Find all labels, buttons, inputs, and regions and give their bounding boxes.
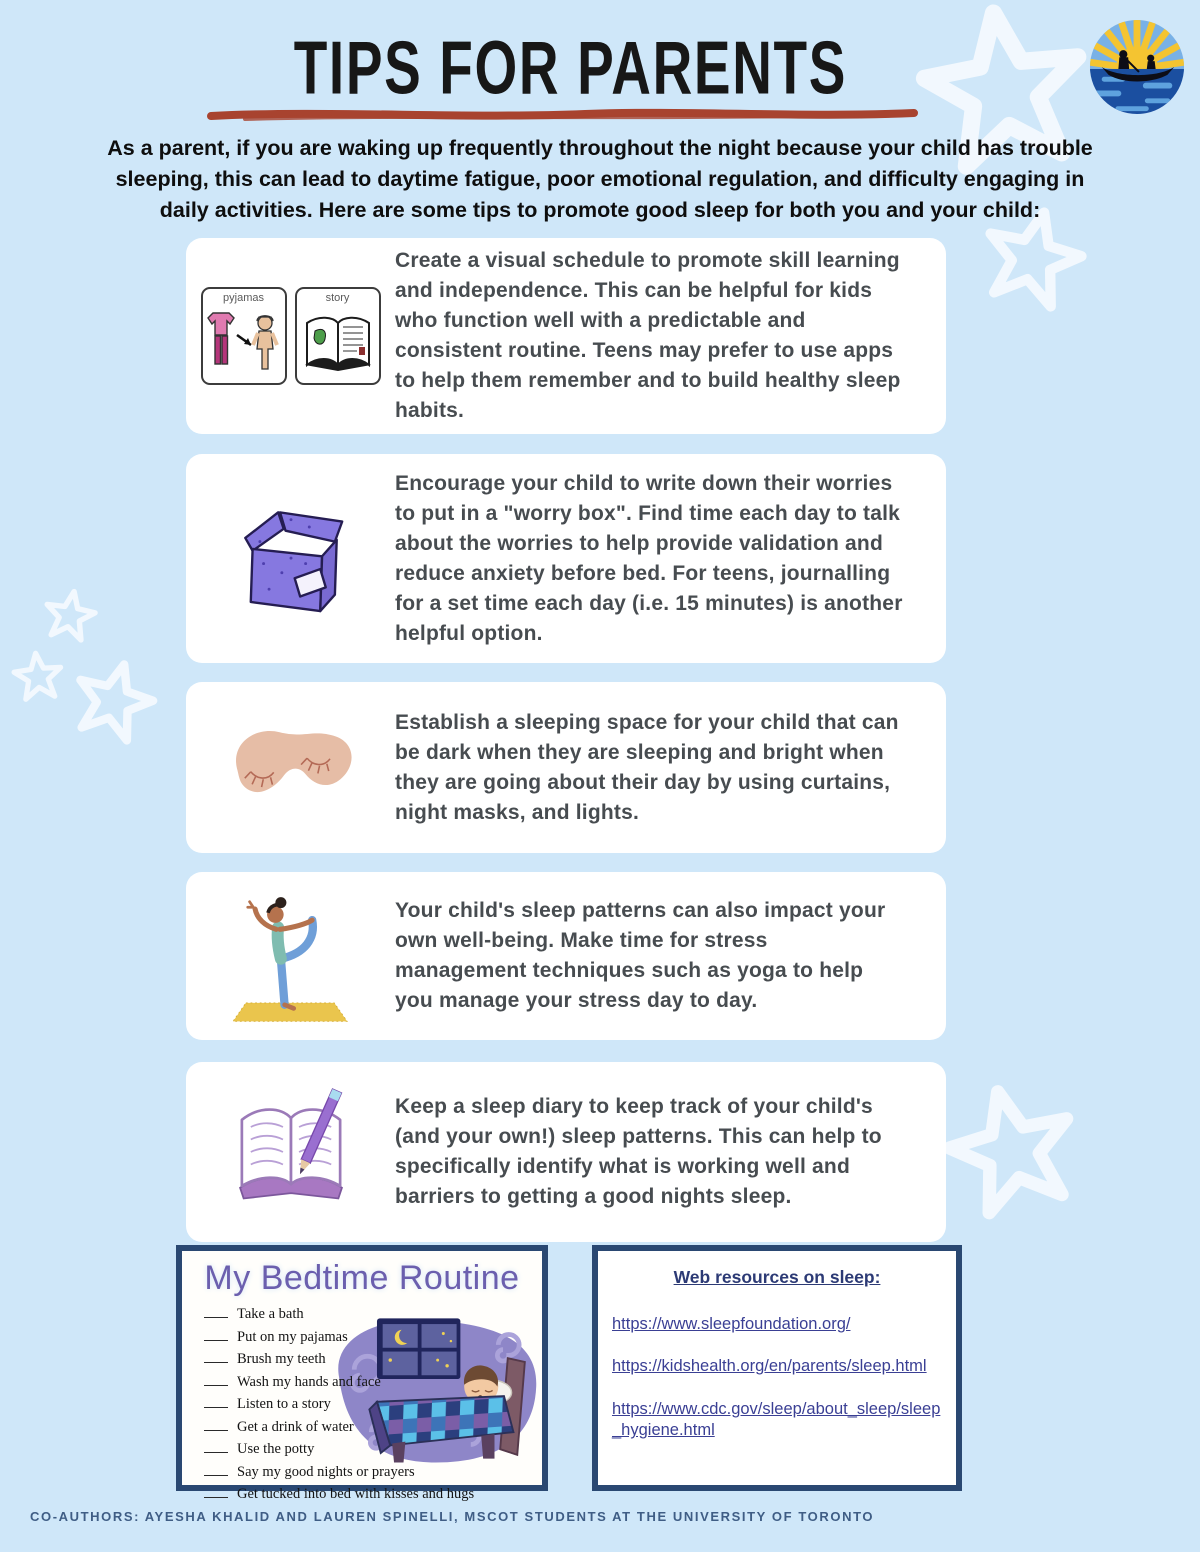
routine-item: Say my good nights or prayers	[204, 1464, 542, 1481]
routine-item: Get tucked into bed with kisses and hugs	[204, 1486, 542, 1503]
bedtime-routine-title: My Bedtime Routine	[204, 1259, 520, 1297]
intro-paragraph: As a parent, if you are waking up frequently throughout the night because your child has trouble sleeping, this can lead to daytime fatigue, poor emotional regulation, and difficulty engaging in daily activities. Here are some tips to promote good sleep for both you and your child:	[107, 136, 1093, 223]
tip-card-sleep-diary	[186, 1062, 946, 1242]
link-cdc-sleep-hygiene[interactable]: https://www.cdc.gov/sleep/about_sleep/sleep_hygiene.html	[612, 1399, 941, 1440]
routine-item: Put on my pajamas	[204, 1329, 542, 1346]
checkbox-blank	[204, 1419, 228, 1431]
routine-item: Take a bath	[204, 1306, 542, 1323]
routine-item: Get a drink of water	[204, 1419, 542, 1436]
link-kidshealth[interactable]: https://kidshealth.org/en/parents/sleep.html	[612, 1357, 927, 1376]
checkbox-blank	[204, 1464, 228, 1476]
checkbox-blank	[204, 1329, 228, 1341]
tip-text: Keep a sleep diary to keep track of your child's (and your own!) sleep patterns. This can help to specifically identify what is working well and barriers to getting a good nights sleep.	[395, 1095, 882, 1208]
checkbox-blank	[204, 1441, 228, 1453]
tip-text: Create a visual schedule to promote skill learning and independence. This can be helpful for kids who function well with a predictable and consistent routine. Teens may prefer to use apps to help them remember and to build healthy sleep habits.	[395, 249, 901, 422]
pictogram-story	[295, 287, 381, 385]
tip-text: Establish a sleeping space for your child that can be dark when they are sleeping and bright when they are going about their day by using curtains, night masks, and lights.	[395, 710, 899, 824]
tip-card-sleep-mask	[186, 682, 946, 853]
checkbox-blank	[204, 1374, 228, 1386]
bedtime-routine-list	[204, 1306, 542, 1503]
tip-card-visual-schedule	[186, 238, 946, 434]
tip-card-yoga	[186, 872, 946, 1040]
checkbox-blank	[204, 1351, 228, 1363]
link-sleepfoundation[interactable]: https://www.sleepfoundation.org/	[612, 1315, 851, 1333]
pictogram-label: pyjamas	[223, 292, 264, 304]
routine-item: Wash my hands and face	[204, 1374, 542, 1391]
sleep-diary-book-icon	[186, 1089, 395, 1215]
star-decoration	[60, 647, 168, 752]
yoga-pose-icon	[186, 887, 395, 1025]
web-resources-heading: Web resources on sleep:	[673, 1267, 881, 1287]
pictogram-label: story	[325, 292, 350, 304]
routine-item: Listen to a story	[204, 1396, 542, 1413]
star-decoration	[928, 1067, 1096, 1231]
bedtime-routine-card	[176, 1245, 548, 1502]
star-decoration	[38, 584, 103, 647]
sleep-mask-icon	[186, 719, 395, 817]
visual-schedule-pictograms-icon	[186, 287, 395, 385]
checkbox-blank	[204, 1486, 228, 1498]
tip-text: Your child's sleep patterns can also impact your own well-being. Make time for stress management techniques such as yoga to help you manage your stress day to day.	[395, 899, 886, 1012]
routine-item: Brush my teeth	[204, 1351, 542, 1368]
web-resources-card	[592, 1245, 962, 1491]
page-title: TIPS FOR PARENTS	[293, 26, 847, 111]
star-decoration	[9, 647, 66, 704]
checkbox-blank	[204, 1396, 228, 1408]
routine-item: Use the potty	[204, 1441, 542, 1458]
co-authors-credit: CO-AUTHORS: AYESHA KHALID AND LAUREN SPINELLI, MSCOT STUDENTS AT THE UNIVERSITY OF TORONTO	[30, 1509, 875, 1524]
tip-text: Encourage your child to write down their worries to put in a "worry box". Find time each day to talk about the worries to help provide validation and reduce anxiety before bed. For teens, journalling for a set time each day (i.e. 15 minutes) is another helpful option.	[395, 471, 903, 645]
tip-card-worry-box	[186, 454, 946, 663]
checkbox-blank	[204, 1306, 228, 1318]
pictogram-pyjamas	[201, 287, 287, 385]
brush-underline	[205, 104, 920, 126]
worry-box-icon	[186, 499, 395, 619]
